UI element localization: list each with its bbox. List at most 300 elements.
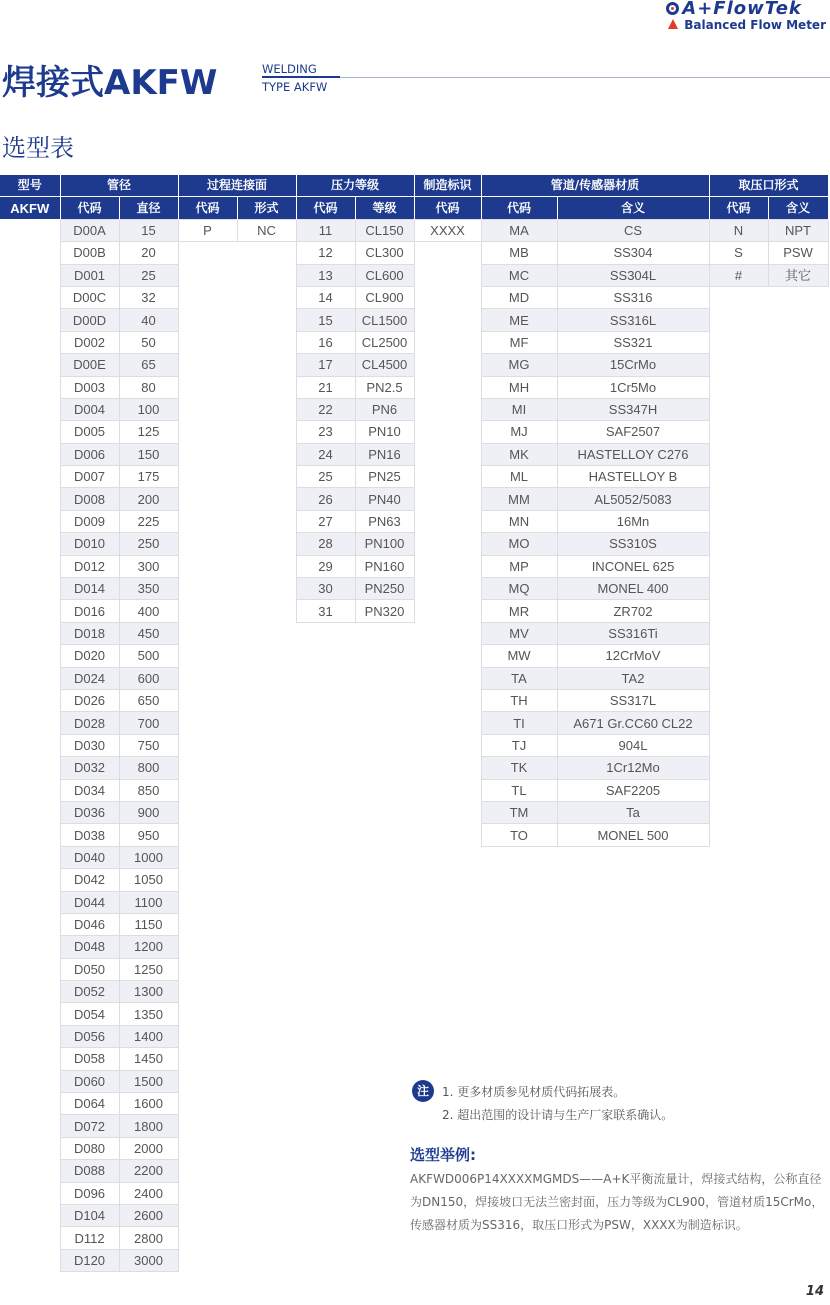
empty-cell [178,1115,296,1137]
empty-cell [0,1115,60,1137]
header-mfg-code: 代码 [414,197,481,219]
header-material-code: 代码 [481,197,557,219]
empty-cell [178,600,296,622]
material-code: TI [481,712,557,734]
material-code: MH [481,376,557,398]
pressure-code: 17 [296,354,355,376]
size-code: D032 [60,757,119,779]
size-diameter: 1050 [119,869,178,891]
empty-cell [0,801,60,823]
empty-cell [709,869,828,891]
empty-cell [0,488,60,510]
empty-cell [709,286,828,308]
empty-cell [296,846,414,868]
empty-cell [414,555,481,577]
empty-cell [178,533,296,555]
pressure-grade: PN40 [355,488,414,510]
size-code: D002 [60,331,119,353]
empty-cell [178,309,296,331]
empty-cell [296,622,414,644]
size-diameter: 15 [119,219,178,241]
empty-cell [709,846,828,868]
empty-cell [709,376,828,398]
empty-cell [0,779,60,801]
tap-code: # [709,264,768,286]
pressure-grade: CL2500 [355,331,414,353]
material-meaning: SS347H [557,398,709,420]
empty-cell [709,801,828,823]
size-diameter: 32 [119,286,178,308]
empty-cell [0,757,60,779]
empty-cell [709,645,828,667]
size-code: D104 [60,1204,119,1226]
size-code: D120 [60,1249,119,1271]
material-code: MN [481,510,557,532]
material-code: TM [481,801,557,823]
empty-cell [481,869,709,891]
empty-cell [414,510,481,532]
size-code: D054 [60,1003,119,1025]
empty-cell [709,891,828,913]
empty-cell [709,421,828,443]
empty-cell [296,1182,414,1204]
size-code: D012 [60,555,119,577]
empty-cell [414,846,481,868]
material-meaning: 1Cr5Mo [557,376,709,398]
material-code: TK [481,757,557,779]
pressure-code: 13 [296,264,355,286]
empty-cell [296,667,414,689]
material-meaning: SS316 [557,286,709,308]
empty-cell [0,1070,60,1092]
size-diameter: 1800 [119,1115,178,1137]
size-diameter: 80 [119,376,178,398]
size-code: D026 [60,689,119,711]
table-row [0,376,828,398]
selection-table-body [0,219,828,1271]
header-row-columns [0,197,828,219]
empty-cell [0,645,60,667]
pressure-code: 28 [296,533,355,555]
material-code: MG [481,354,557,376]
empty-cell [414,622,481,644]
header-process-code: 代码 [178,197,237,219]
empty-cell [178,936,296,958]
empty-cell [0,533,60,555]
pressure-grade: PN2.5 [355,376,414,398]
empty-cell [178,712,296,734]
empty-cell [296,1093,414,1115]
empty-cell [414,488,481,510]
empty-cell [481,1025,709,1047]
material-code: MI [481,398,557,420]
empty-cell [709,824,828,846]
empty-cell [0,376,60,398]
pressure-grade: CL600 [355,264,414,286]
pressure-grade: CL1500 [355,309,414,331]
empty-cell [296,936,414,958]
header-pressure-grade: 等级 [355,197,414,219]
empty-cell [0,1227,60,1249]
size-diameter: 950 [119,824,178,846]
empty-cell [709,1093,828,1115]
title-divider [262,77,830,78]
size-diameter: 900 [119,801,178,823]
header-model: 型号 [0,175,60,197]
size-diameter: 2600 [119,1204,178,1226]
empty-cell [709,309,828,331]
empty-cell [709,1048,828,1070]
header-process: 过程连接面 [178,175,296,197]
pressure-grade: PN250 [355,578,414,600]
size-diameter: 50 [119,331,178,353]
table-row [0,443,828,465]
section-heading: 选型表 [2,134,74,162]
material-code: MO [481,533,557,555]
pressure-grade: PN25 [355,466,414,488]
size-diameter: 750 [119,734,178,756]
empty-cell [414,376,481,398]
size-code: D030 [60,734,119,756]
header-tap-code: 代码 [709,197,768,219]
size-diameter: 20 [119,242,178,264]
table-row [0,824,828,846]
empty-cell [414,286,481,308]
empty-cell [709,712,828,734]
note-badge-icon: 注 [412,1080,434,1102]
note-line-2: 2. 超出范围的设计请与生产厂家联系确认。 [442,1108,674,1122]
size-code: D010 [60,533,119,555]
material-code: MV [481,622,557,644]
empty-cell [296,1003,414,1025]
pressure-code: 24 [296,443,355,465]
size-code: D006 [60,443,119,465]
table-row [0,958,828,980]
empty-cell [296,801,414,823]
empty-cell [178,622,296,644]
empty-cell [414,1025,481,1047]
material-meaning: SS304 [557,242,709,264]
empty-cell [0,1025,60,1047]
table-row [0,667,828,689]
empty-cell [709,667,828,689]
size-diameter: 1200 [119,936,178,958]
empty-cell [709,958,828,980]
material-meaning: HASTELLOY C276 [557,443,709,465]
empty-cell [178,488,296,510]
size-diameter: 500 [119,645,178,667]
size-code: D020 [60,645,119,667]
empty-cell [178,1070,296,1092]
empty-cell [414,578,481,600]
size-diameter: 600 [119,667,178,689]
table-row [0,555,828,577]
empty-cell [709,936,828,958]
empty-cell [178,689,296,711]
empty-cell [0,958,60,980]
material-code: TJ [481,734,557,756]
pressure-code: 30 [296,578,355,600]
empty-cell [296,1070,414,1092]
table-row [0,1025,828,1047]
empty-cell [0,421,60,443]
size-code: D00E [60,354,119,376]
size-code: D005 [60,421,119,443]
pressure-code: 15 [296,309,355,331]
empty-cell [296,1115,414,1137]
size-code: D009 [60,510,119,532]
empty-cell [178,555,296,577]
empty-cell [178,913,296,935]
size-diameter: 175 [119,466,178,488]
material-code: MK [481,443,557,465]
material-meaning: 1Cr12Mo [557,757,709,779]
material-meaning: TA2 [557,667,709,689]
material-meaning: MONEL 400 [557,578,709,600]
table-row [0,331,828,353]
pressure-code: 26 [296,488,355,510]
pressure-grade: PN63 [355,510,414,532]
material-meaning: INCONEL 625 [557,555,709,577]
pressure-code: 14 [296,286,355,308]
empty-cell [709,354,828,376]
size-diameter: 350 [119,578,178,600]
table-row [0,398,828,420]
size-diameter: 1600 [119,1093,178,1115]
size-code: D036 [60,801,119,823]
table-row [0,264,828,286]
size-diameter: 250 [119,533,178,555]
empty-cell [0,667,60,689]
logo-ring-icon [666,2,679,15]
empty-cell [0,354,60,376]
pressure-code: 23 [296,421,355,443]
material-code: TL [481,779,557,801]
process-form: NC [237,219,296,241]
pressure-grade: CL150 [355,219,414,241]
empty-cell [0,578,60,600]
logo-triangle-icon [668,19,678,29]
empty-cell [709,981,828,1003]
header-row-groups [0,175,828,197]
size-diameter: 450 [119,622,178,644]
empty-cell [414,712,481,734]
size-diameter: 3000 [119,1249,178,1271]
empty-cell [0,443,60,465]
material-meaning: 904L [557,734,709,756]
empty-cell [0,1204,60,1226]
empty-cell [0,891,60,913]
empty-cell [414,936,481,958]
selection-table [0,175,829,1272]
empty-cell [296,913,414,935]
tap-code: N [709,219,768,241]
size-diameter: 1000 [119,846,178,868]
size-code: D088 [60,1160,119,1182]
size-diameter: 125 [119,421,178,443]
size-code: D001 [60,264,119,286]
empty-cell [0,1048,60,1070]
empty-cell [414,779,481,801]
size-diameter: 65 [119,354,178,376]
empty-cell [709,600,828,622]
size-diameter: 1350 [119,1003,178,1025]
material-meaning: A671 Gr.CC60 CL22 [557,712,709,734]
table-row [0,801,828,823]
header-material: 管道/传感器材质 [481,175,709,197]
table-row [0,466,828,488]
subtitle-line-2: TYPE AKFW [262,80,328,94]
page-number: 14 [805,1284,824,1299]
material-code: MQ [481,578,557,600]
table-row [0,936,828,958]
size-diameter: 850 [119,779,178,801]
pressure-grade: PN6 [355,398,414,420]
size-code: D028 [60,712,119,734]
empty-cell [178,443,296,465]
table-row [0,421,828,443]
material-meaning: MONEL 500 [557,824,709,846]
table-row [0,689,828,711]
material-meaning: AL5052/5083 [557,488,709,510]
empty-cell [414,667,481,689]
empty-cell [178,1160,296,1182]
empty-cell [709,555,828,577]
size-code: D00D [60,309,119,331]
empty-cell [296,734,414,756]
material-meaning: 12CrMoV [557,645,709,667]
empty-cell [481,913,709,935]
empty-cell [178,1048,296,1070]
empty-cell [414,981,481,1003]
table-row [0,1003,828,1025]
tap-meaning: NPT [768,219,828,241]
empty-cell [178,824,296,846]
empty-cell [709,779,828,801]
empty-cell [178,264,296,286]
size-diameter: 800 [119,757,178,779]
material-code: MW [481,645,557,667]
material-meaning: SAF2507 [557,421,709,443]
empty-cell [178,242,296,264]
table-row [0,1048,828,1070]
example-line-3: 传感器材质为SS316，取压口形式为PSW，XXXX为制造标识。 [410,1218,748,1232]
table-row [0,354,828,376]
pressure-grade: PN320 [355,600,414,622]
header-mfg: 制造标识 [414,175,481,197]
empty-cell [481,936,709,958]
size-code: D040 [60,846,119,868]
pressure-code: 25 [296,466,355,488]
size-diameter: 1150 [119,913,178,935]
example-body [410,1168,830,1237]
empty-cell [709,1003,828,1025]
empty-cell [414,331,481,353]
empty-cell [481,1249,709,1271]
empty-cell [178,1025,296,1047]
empty-cell [709,734,828,756]
tap-code: S [709,242,768,264]
empty-cell [414,466,481,488]
mfg-code: XXXX [414,219,481,241]
empty-cell [709,757,828,779]
size-diameter: 1100 [119,891,178,913]
size-code: D056 [60,1025,119,1047]
empty-cell [481,1137,709,1159]
empty-cell [0,712,60,734]
empty-cell [178,1227,296,1249]
empty-cell [709,331,828,353]
empty-cell [709,622,828,644]
table-row [0,286,828,308]
example-line-1: AKFWD006P14XXXXMGMDS——A+K平衡流量计，焊接式结构，公称直径 [410,1172,822,1186]
material-meaning: SS321 [557,331,709,353]
header-tap: 取压口形式 [709,175,828,197]
material-code: MA [481,219,557,241]
empty-cell [481,981,709,1003]
empty-cell [709,443,828,465]
size-code: D112 [60,1227,119,1249]
empty-cell [296,645,414,667]
empty-cell [178,1204,296,1226]
size-diameter: 150 [119,443,178,465]
brand-logo [666,0,826,32]
size-code: D016 [60,600,119,622]
size-diameter: 300 [119,555,178,577]
material-meaning: 16Mn [557,510,709,532]
empty-cell [178,779,296,801]
empty-cell [296,824,414,846]
material-code: MJ [481,421,557,443]
pressure-grade: PN160 [355,555,414,577]
size-code: D052 [60,981,119,1003]
empty-cell [414,958,481,980]
material-code: MD [481,286,557,308]
empty-cell [178,286,296,308]
page-title: 焊接式AKFW [2,63,218,103]
table-row [0,869,828,891]
empty-cell [178,510,296,532]
size-code: D042 [60,869,119,891]
empty-cell [414,354,481,376]
empty-cell [414,443,481,465]
size-diameter: 225 [119,510,178,532]
brand-name: A+FlowTek [682,0,802,19]
pressure-code: 11 [296,219,355,241]
empty-cell [414,533,481,555]
empty-cell [178,667,296,689]
empty-cell [414,421,481,443]
tap-meaning: PSW [768,242,828,264]
empty-cell [296,869,414,891]
empty-cell [178,801,296,823]
empty-cell [709,488,828,510]
pressure-code: 22 [296,398,355,420]
material-meaning: Ta [557,801,709,823]
table-row [0,712,828,734]
empty-cell [481,1003,709,1025]
size-diameter: 1250 [119,958,178,980]
empty-cell [709,1070,828,1092]
empty-cell [178,331,296,353]
material-code: MC [481,264,557,286]
empty-cell [414,689,481,711]
pressure-code: 21 [296,376,355,398]
title-divider-accent [262,76,340,78]
header-process-form: 形式 [237,197,296,219]
header-akfw: AKFW [0,197,60,219]
empty-cell [178,891,296,913]
